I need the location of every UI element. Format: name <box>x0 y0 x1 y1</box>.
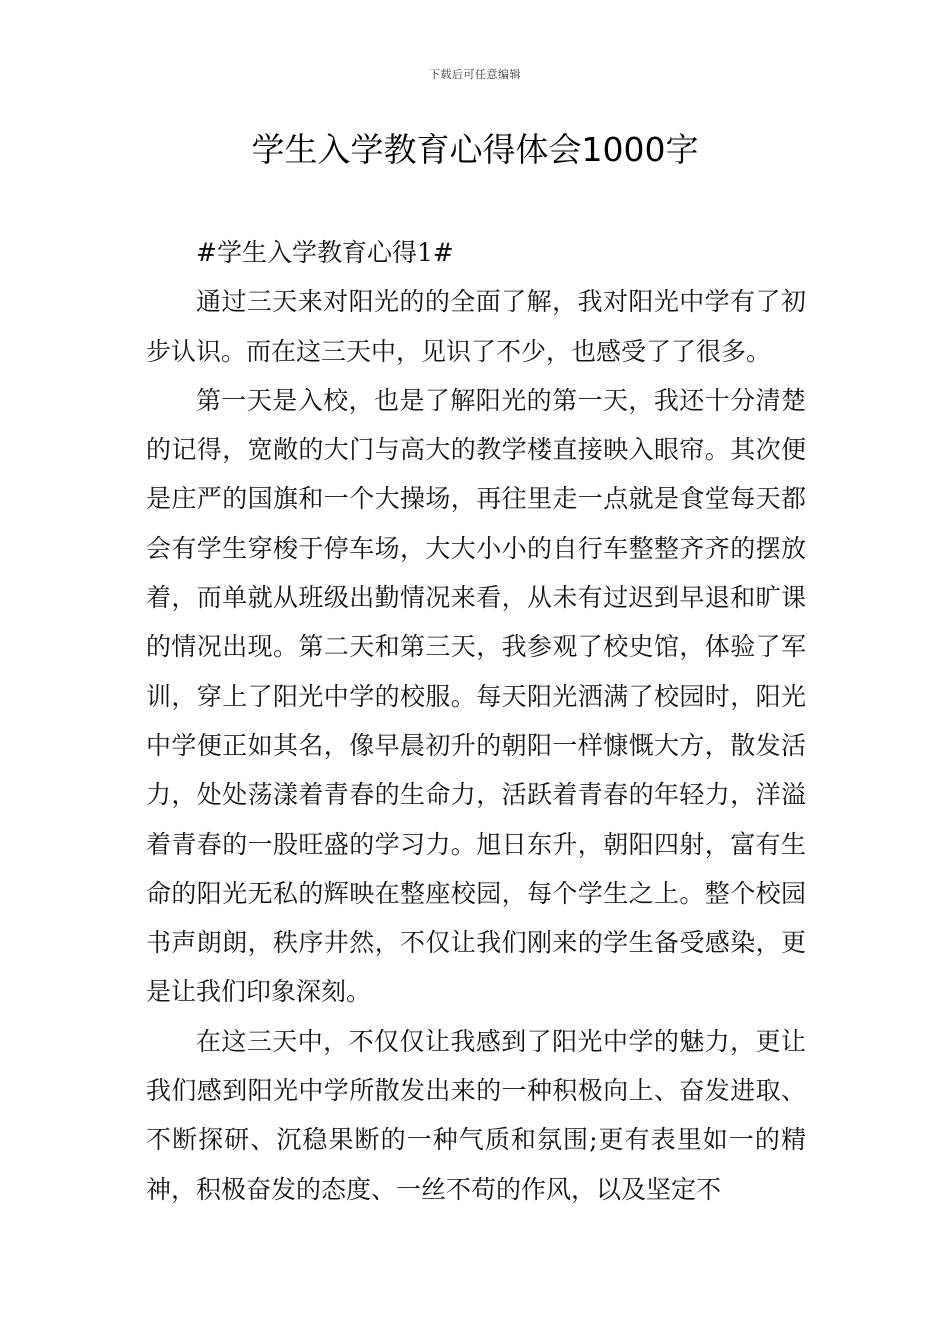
paragraph: 第一天是入校，也是了解阳光的第一天，我还十分清楚的记得，宽敞的大门与高大的教学楼直接映入眼帘。其次便是庄严的国旗和一个大操场，再往里走一点就是食堂每天都会有学生穿梭于停车场，大大小小的自行车整整齐齐的摆放着，而单就从班级出勤情况来看，从未有过迟到早退和旷课的情况出现。第二天和第三天，我参观了校史馆，体验了军训，穿上了阳光中学的校服。每天阳光洒满了校园时，阳光中学便正如其名，像早晨初升的朝阳一样慷慨大方，散发活力，处处荡漾着青春的生命力，活跃着青春的年轻力，洋溢着青春的一股旺盛的学习力。旭日东升，朝阳四射，富有生命的阳光无私的辉映在整座校园，每个学生之上。整个校园书声朗朗，秩序井然，不仅让我们刚来的学生备受感染，更是让我们印象深刻。 <box>146 385 806 1007</box>
document-title: 学生入学教育心得体会1000字 <box>251 130 699 169</box>
document-body <box>146 228 806 1214</box>
paragraph: 在这三天中，不仅仅让我感到了阳光中学的魅力，更让我们感到阳光中学所散发出来的一种积极向上、奋发进取、不断探研、沉稳果断的一种气质和氛围;更有表里如一的精神，积极奋发的态度、一丝不苟的作风，以及坚定不 <box>146 1026 806 1204</box>
section-heading: #学生入学教育心得1# <box>196 238 454 267</box>
paragraph: 通过三天来对阳光的的全面了解，我对阳光中学有了初步认识。而在这三天中，见识了不少，也感受了了很多。 <box>146 287 806 366</box>
header-note: 下载后可任意编辑 <box>429 68 521 81</box>
